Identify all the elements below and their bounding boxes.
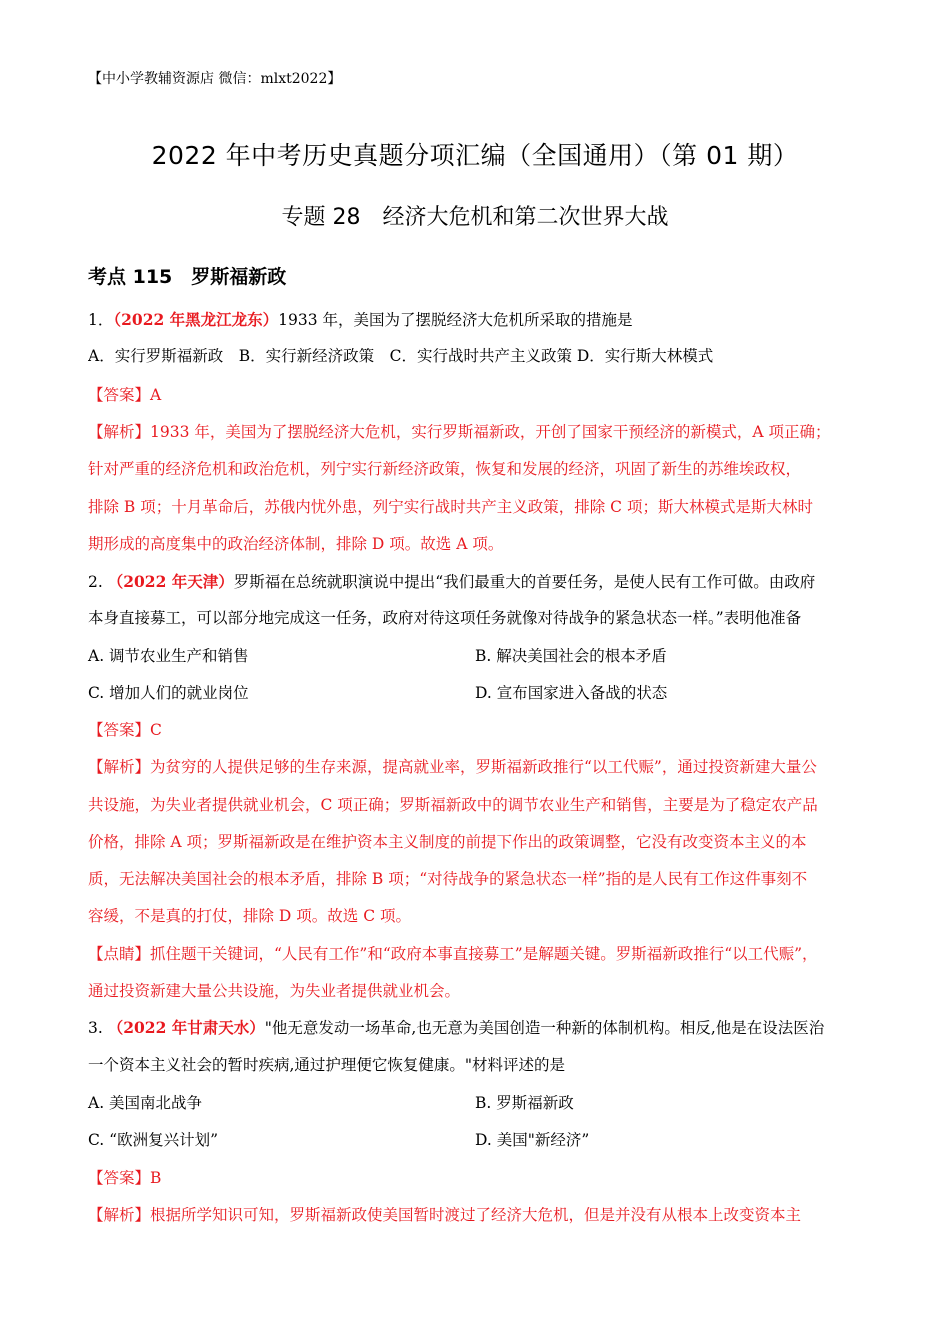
analysis-line: 价格，排除 A 项；罗斯福新政是在维护资本主义制度的前提下作出的政策调整，它没有改变资本主义的本: [88, 833, 807, 851]
question-1-options: A．实行罗斯福新政 B．实行新经济政策 C．实行战时共产主义政策 D．实行斯大林模式: [88, 347, 714, 365]
option-c: C. 增加人们的就业岗位: [88, 684, 249, 702]
options-row: [88, 646, 868, 668]
question-source: （2022 年黑龙江龙东）: [113, 310, 279, 329]
question-source: （2022 年天津）: [107, 572, 234, 591]
question-text: 本身直接募工，可以部分地完成这一任务，政府对待这项任务就像对待战争的紧急状态一样。”表明他准备: [88, 609, 802, 627]
option-d: D. 宣布国家进入备战的状态: [475, 684, 668, 702]
question-text: "他无意发动一场革命,也无意为美国创造一种新的体制机构。相反,他是在设法医治: [264, 1019, 825, 1037]
options-row: [88, 683, 868, 705]
options-row: [88, 1130, 868, 1152]
option-d: D. 美国"新经济”: [475, 1131, 590, 1149]
analysis-line: 【解析】1933 年，美国为了摆脱经济大危机，实行罗斯福新政，开创了国家干预经济的新模式，A 项正确；: [88, 423, 831, 441]
header-note: 【中小学教辅资源店 微信：mlxt2022】: [88, 71, 342, 87]
analysis-line: 质，无法解决美国社会的根本矛盾，排除 B 项；“对待战争的紧急状态一样”指的是人民有工作这件事刻不: [88, 870, 808, 888]
option-a: A. 调节农业生产和销售: [88, 647, 249, 665]
analysis-line: 共设施，为失业者提供就业机会，C 项正确；罗斯福新政中的调节农业生产和销售，主要是为了稳定农产品: [88, 796, 818, 814]
tip-line: 通过投资新建大量公共设施，为失业者提供就业机会。: [88, 982, 461, 1000]
options-row: [88, 1093, 868, 1115]
question-text: 罗斯福在总统就职演说中提出“我们最重大的首要任务，是使人民有工作可做。由政府: [233, 573, 816, 591]
option-b: B. 解决美国社会的根本矛盾: [475, 647, 667, 665]
analysis-line: 排除 B 项；十月革命后，苏俄内忧外患，列宁实行战时共产主义政策，排除 C 项；斯大林模式是斯大林时: [88, 498, 813, 516]
section-heading: 考点 115 罗斯福新政: [88, 266, 287, 288]
page-title: 2022 年中考历史真题分项汇编（全国通用）（第 01 期）: [151, 141, 799, 170]
tip-line: 【点睛】抓住题干关键词，“人民有工作”和“政府本事直接募工”是解题关键。罗斯福新政推行“以工代赈”，: [88, 945, 818, 963]
question-3-stem: [88, 1018, 868, 1038]
question-3-answer: 【答案】B: [88, 1169, 162, 1187]
analysis-line: 容缓，不是真的打仗，排除 D 项。故选 C 项。: [88, 907, 411, 925]
question-number: 2.: [88, 573, 108, 591]
topic-subtitle: 专题 28 经济大危机和第二次世界大战: [281, 205, 669, 230]
analysis-line: 【解析】为贫穷的人提供足够的生存来源，提高就业率，罗斯福新政推行“以工代赈”，通过投资新建大量公: [88, 758, 817, 776]
question-1-answer: 【答案】A: [88, 386, 162, 404]
question-number: 3.: [88, 1019, 108, 1037]
option-b: B. 罗斯福新政: [475, 1094, 574, 1112]
question-text: 一个资本主义社会的暂时疾病,通过护理便它恢复健康。"材料评述的是: [88, 1056, 566, 1074]
question-number: 1．: [88, 311, 114, 329]
question-2-stem: [88, 572, 868, 592]
question-2-answer: 【答案】C: [88, 721, 162, 739]
question-1-stem: [88, 310, 868, 330]
analysis-line: 针对严重的经济危机和政治危机，列宁实行新经济政策，恢复和发展的经济，巩固了新生的苏维埃政权，: [88, 460, 802, 478]
question-text: 1933 年，美国为了摆脱经济大危机所采取的措施是: [278, 311, 633, 329]
question-source: （2022 年甘肃天水）: [107, 1018, 265, 1037]
analysis-line: 【解析】根据所学知识可知，罗斯福新政使美国暂时渡过了经济大危机，但是并没有从根本上改变资本主: [88, 1206, 802, 1224]
analysis-line: 期形成的高度集中的政治经济体制，排除 D 项。故选 A 项。: [88, 535, 504, 553]
option-a: A. 美国南北战争: [88, 1094, 203, 1112]
option-c: C. “欧洲复兴计划”: [88, 1131, 219, 1149]
